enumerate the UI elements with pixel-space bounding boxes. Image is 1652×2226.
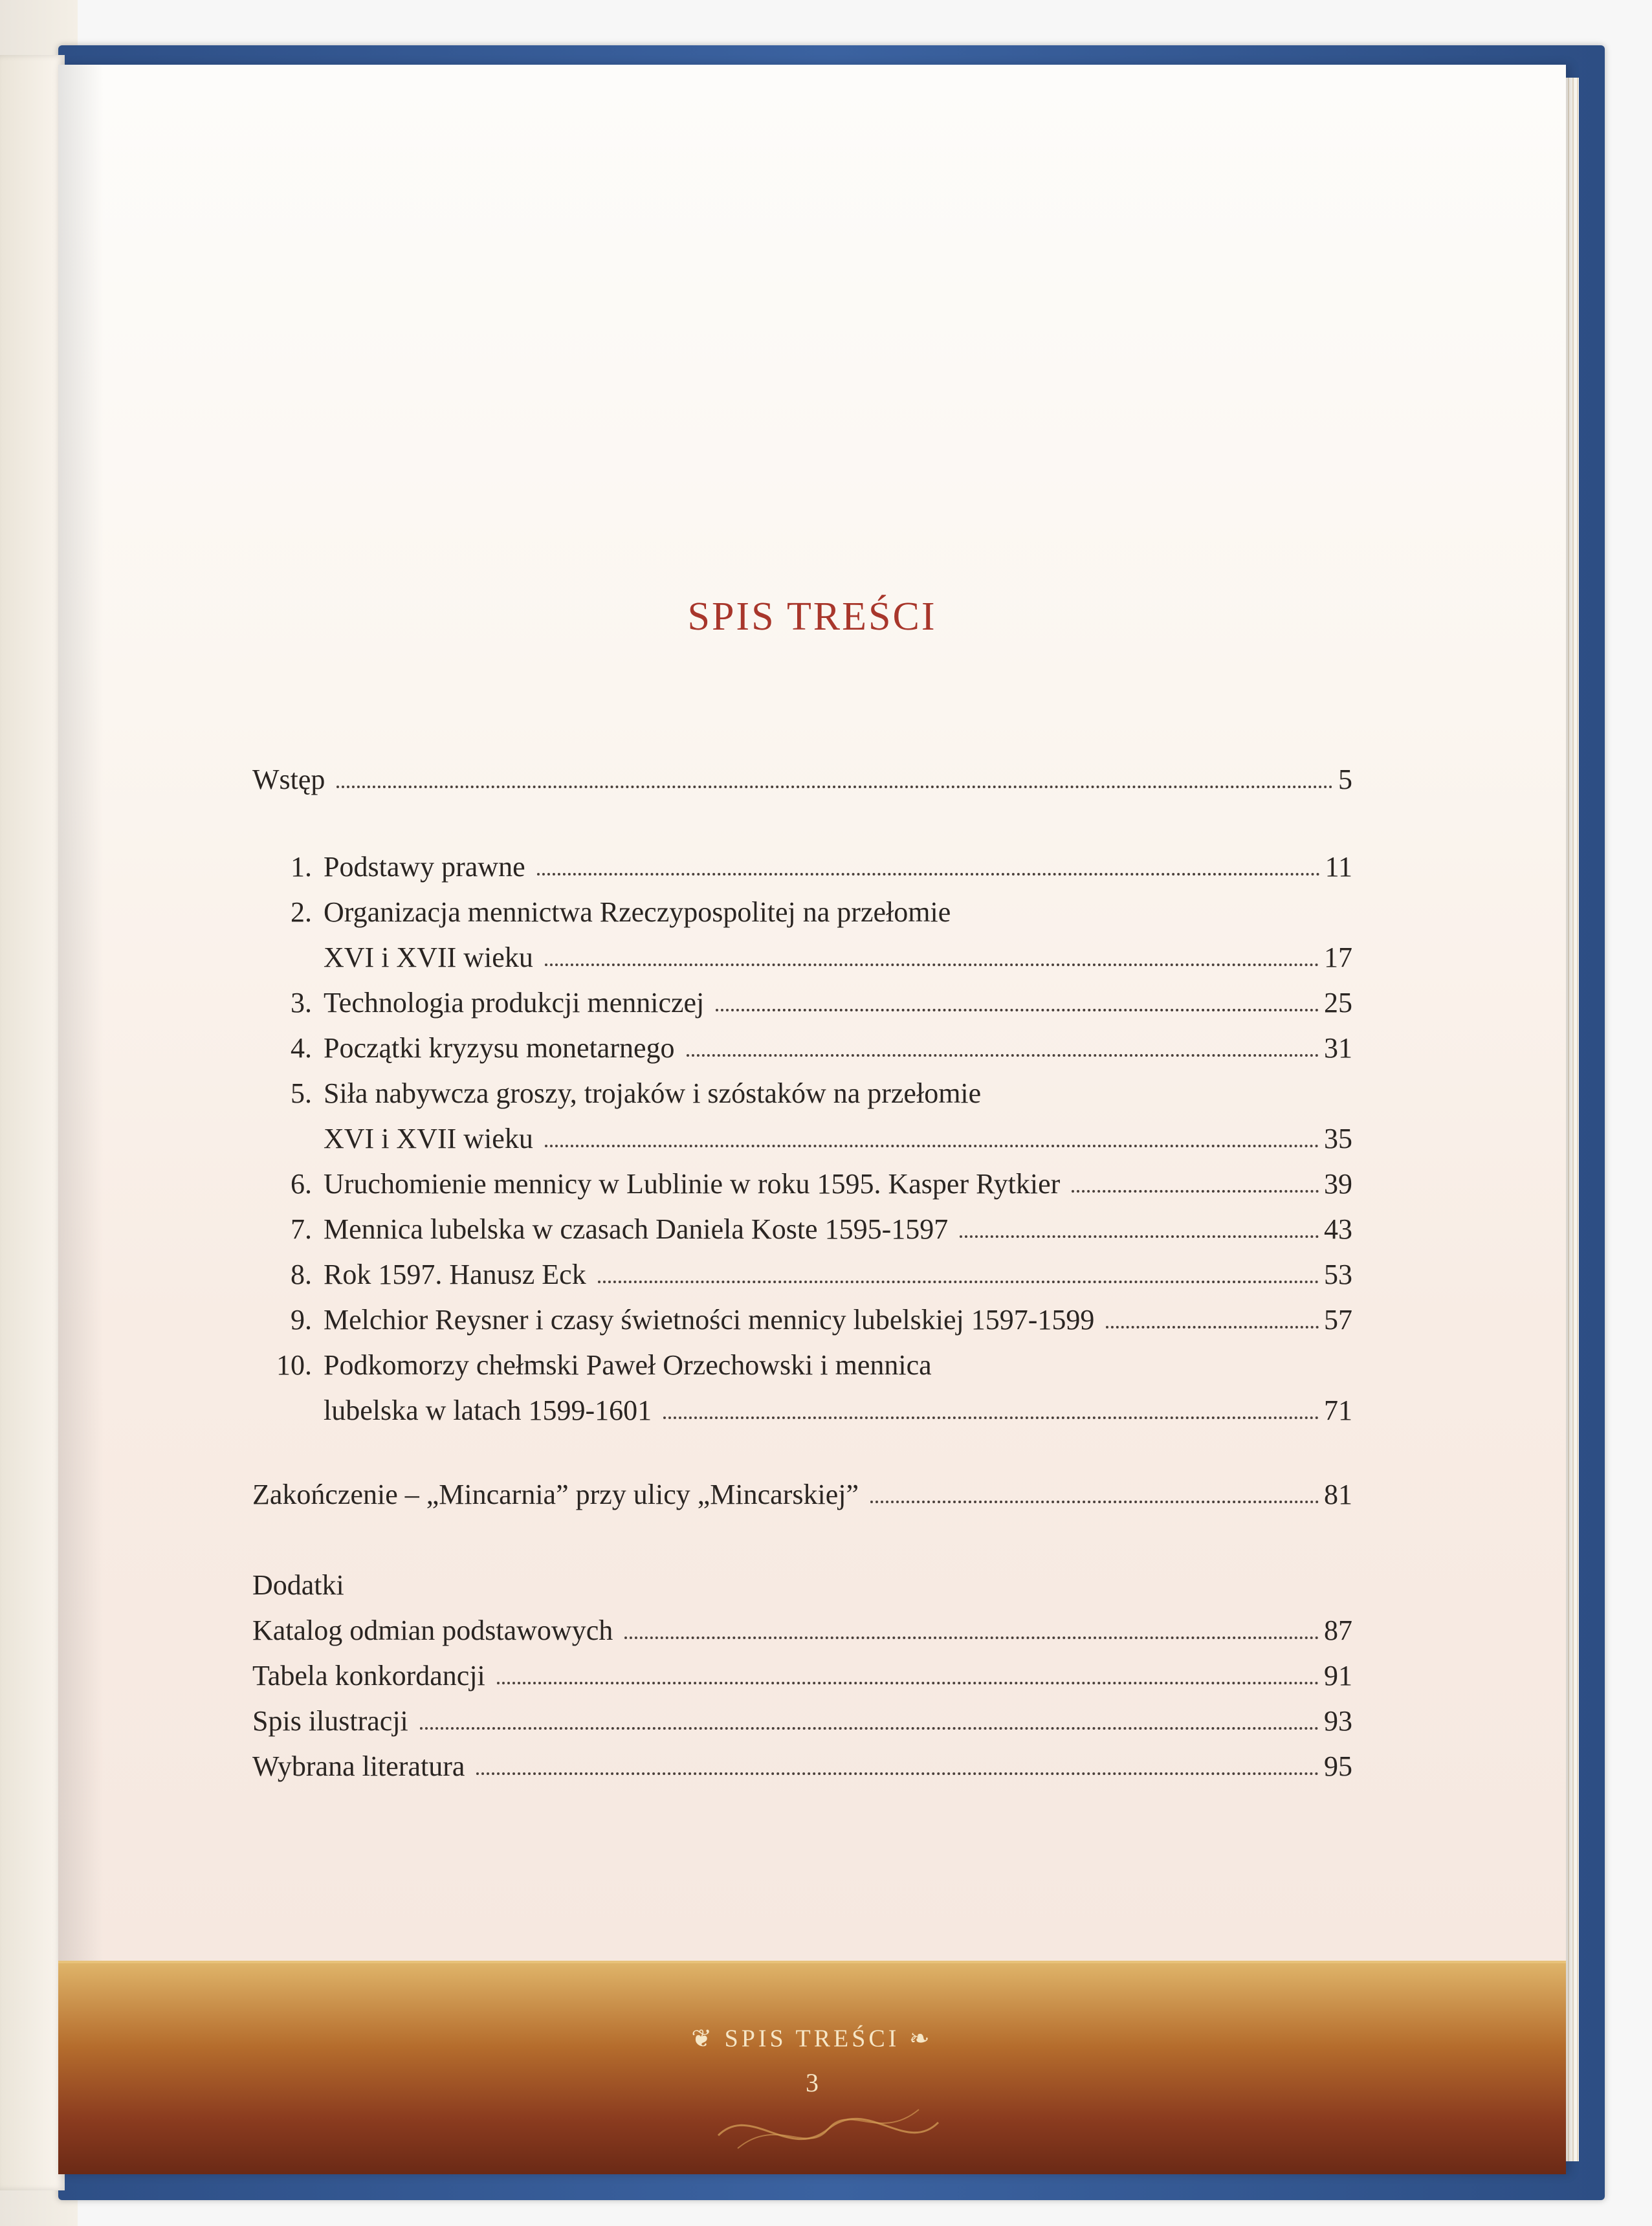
toc-entry-number: 8. — [291, 1259, 312, 1290]
toc-entry-number: 6. — [291, 1168, 312, 1200]
toc-entry — [252, 1116, 1352, 1155]
toc-leader-dots — [870, 1501, 1319, 1503]
toc-leader-dots — [716, 1009, 1319, 1011]
toc-entry-page: 35 — [1324, 1123, 1352, 1154]
toc-entry-label: Technologia produkcji menniczej — [324, 987, 705, 1019]
toc-leader-dots — [420, 1727, 1319, 1730]
toc-entry — [252, 980, 1352, 1019]
toc-entry — [252, 1563, 1352, 1602]
toc-leader-dots — [960, 1235, 1319, 1238]
toc-entry — [252, 1744, 1352, 1783]
running-title-text: SPIS TREŚCI — [724, 2025, 900, 2053]
toc-entry-page: 25 — [1324, 987, 1352, 1019]
toc-entry-page: 95 — [1324, 1750, 1352, 1782]
toc-entry — [252, 1297, 1352, 1336]
toc-entry — [252, 1699, 1352, 1737]
toc-title: SPIS TREŚCI — [687, 595, 937, 639]
toc-entry-page: 57 — [1324, 1304, 1352, 1336]
toc-entry-number: 2. — [291, 896, 312, 928]
toc-leader-dots — [545, 1145, 1319, 1147]
toc-leader-dots — [476, 1772, 1319, 1775]
toc-entry-label: Początki kryzysu monetarnego — [324, 1032, 675, 1064]
toc-entry — [252, 1026, 1352, 1064]
toc-leader-dots — [687, 1054, 1319, 1057]
swirl-right-icon: ❧ — [909, 2025, 933, 2053]
toc-leader-dots — [598, 1281, 1319, 1283]
toc-entry-label: Uruchomienie mennicy w Lublinie w roku 1595. Kasper Rytkier — [324, 1168, 1061, 1200]
toc-entry-number: 10. — [276, 1349, 312, 1381]
toc-entry-label: Rok 1597. Hanusz Eck — [324, 1259, 586, 1290]
toc-entry-label: Mennica lubelska w czasach Daniela Koste 1595-1597 — [324, 1213, 949, 1245]
toc-leader-dots — [545, 964, 1319, 966]
swirl-left-icon: ❦ — [691, 2025, 716, 2053]
toc-entry-page: 87 — [1324, 1614, 1352, 1646]
toc-entry — [252, 1071, 1352, 1110]
toc-entry — [252, 1472, 1352, 1511]
toc-entry-label: Podkomorzy chełmski Paweł Orzechowski i mennica — [324, 1349, 932, 1381]
page-gutter-shadow — [58, 65, 104, 2174]
toc-entry-label: Spis ilustracji — [252, 1705, 408, 1737]
facing-page — [0, 55, 65, 2190]
toc-leader-dots — [1072, 1190, 1319, 1193]
toc-entry — [252, 1388, 1352, 1427]
toc-entry — [252, 1608, 1352, 1647]
toc-entry-page: 53 — [1324, 1259, 1352, 1290]
toc-entry-page: 93 — [1324, 1705, 1352, 1737]
book-page — [58, 65, 1566, 2174]
toc-entry — [252, 1653, 1352, 1692]
toc-entry — [252, 757, 1352, 796]
toc-entry-label: Dodatki — [252, 1569, 344, 1601]
toc-entry-number: 1. — [291, 851, 312, 883]
toc-entry-label: Wstęp — [252, 764, 325, 795]
toc-entry-label: Katalog odmian podstawowych — [252, 1614, 613, 1646]
toc-entry — [252, 890, 1352, 929]
toc-entry-page: 71 — [1324, 1394, 1352, 1426]
toc-entry-page: 81 — [1324, 1479, 1352, 1510]
toc-entry-label: Siła nabywcza groszy, trojaków i szóstaków na przełomie — [324, 1077, 982, 1109]
page-number: 3 — [806, 2068, 819, 2097]
toc-leader-dots — [537, 873, 1320, 876]
toc-entry-number: 3. — [291, 987, 312, 1019]
toc-entry-number: 5. — [291, 1077, 312, 1109]
toc-entry-page: 43 — [1324, 1213, 1352, 1245]
toc-entry-page: 31 — [1324, 1032, 1352, 1064]
toc-entry-label: Zakończenie – „Mincarnia” przy ulicy „Mincarskiej” — [252, 1479, 859, 1510]
flourish-ornament — [712, 2090, 945, 2161]
toc-entry-label: Melchior Reysner i czasy świetności mennicy lubelskiej 1597-1599 — [324, 1304, 1095, 1336]
toc-entry — [252, 1207, 1352, 1246]
toc-entry-number: 7. — [291, 1213, 312, 1245]
toc-entry-label: Wybrana literatura — [252, 1750, 465, 1782]
toc-entry — [252, 844, 1352, 883]
toc-entry-label: lubelska w latach 1599-1601 — [324, 1394, 652, 1426]
toc-entry-page: 11 — [1325, 851, 1352, 883]
toc-leader-dots — [1106, 1326, 1319, 1328]
toc-leader-dots — [497, 1682, 1319, 1684]
toc-leader-dots — [624, 1636, 1319, 1639]
footer-band-line — [58, 1961, 1566, 1963]
toc-entry-number: 4. — [291, 1032, 312, 1064]
toc-leader-dots — [336, 786, 1333, 788]
toc-entry-label: XVI i XVII wieku — [324, 942, 533, 973]
toc-entry — [252, 935, 1352, 974]
toc-entry — [252, 1252, 1352, 1291]
toc-entry-label: Organizacja mennictwa Rzeczypospolitej na przełomie — [324, 896, 951, 928]
toc-entry-label: Tabela konkordancji — [252, 1660, 485, 1692]
toc-entry — [252, 1162, 1352, 1200]
toc-entry-page: 5 — [1338, 764, 1352, 795]
toc-entry-number: 9. — [291, 1304, 312, 1336]
running-title — [58, 2022, 1566, 2053]
toc-entry-page: 91 — [1324, 1660, 1352, 1692]
toc-entry-label: XVI i XVII wieku — [324, 1123, 533, 1154]
toc-entry-page: 39 — [1324, 1168, 1352, 1200]
toc-leader-dots — [663, 1416, 1319, 1419]
toc-entry-page: 17 — [1324, 942, 1352, 973]
toc-entry-label: Podstawy prawne — [324, 851, 525, 883]
toc-entry — [252, 1343, 1352, 1382]
